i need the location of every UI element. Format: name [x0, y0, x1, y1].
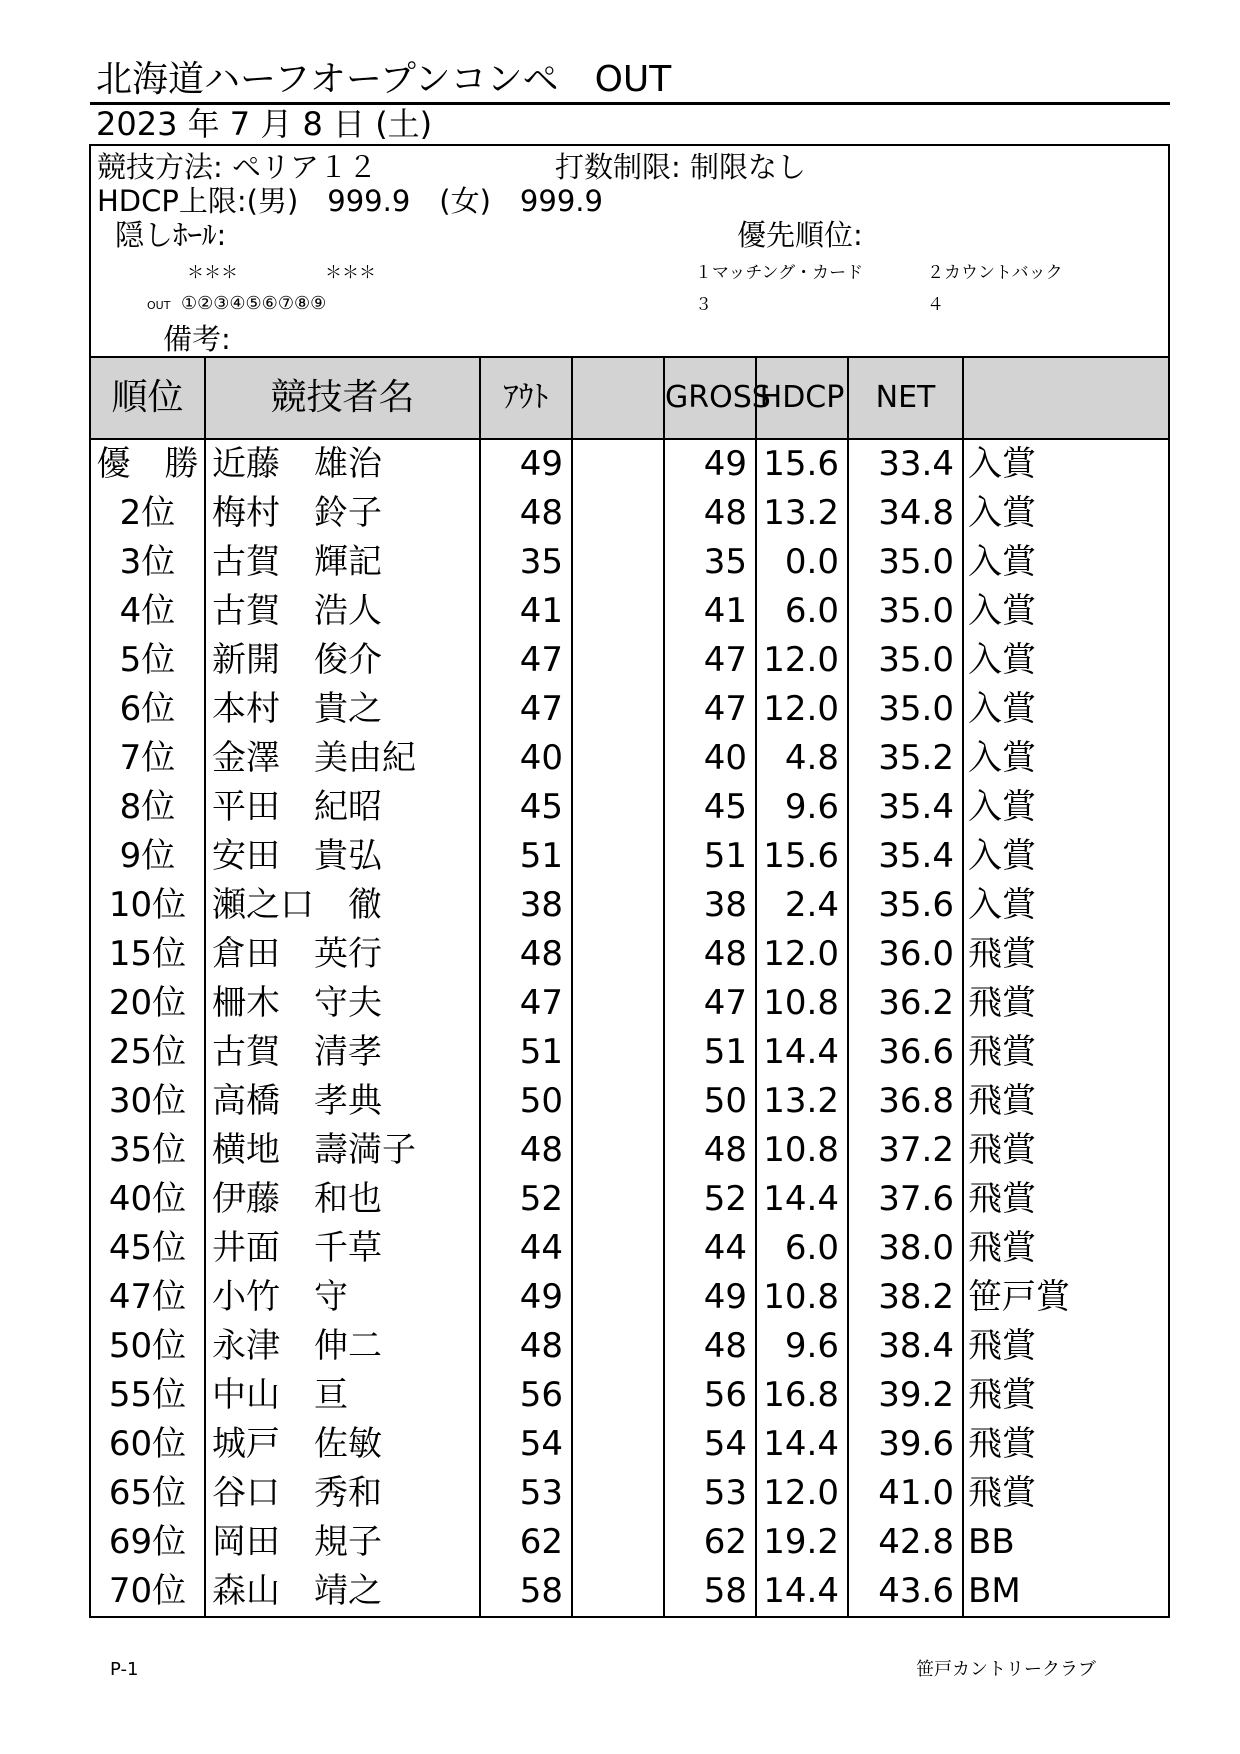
blank-cell	[573, 832, 665, 881]
award-cell: 飛賞	[968, 1326, 1036, 1366]
hdcp-cell: 19.2	[757, 1518, 849, 1567]
rank-cell: 70位	[91, 1567, 206, 1616]
player-name-cell: 金澤 美由紀	[206, 734, 481, 783]
priority-label: 優先順位:	[737, 218, 863, 252]
out-score-cell: 47	[481, 685, 573, 734]
blank-cell	[573, 1567, 665, 1616]
hdcp-cell: 14.4	[757, 1175, 849, 1224]
header-award	[964, 358, 1168, 438]
blank-cell	[573, 1371, 665, 1420]
blank-cell	[573, 1175, 665, 1224]
table-row	[91, 1273, 1168, 1322]
net-cell: 36.2	[849, 979, 964, 1028]
table-row	[91, 930, 1168, 979]
player-name-cell: 谷口 秀和	[206, 1469, 481, 1518]
net-cell: 35.4	[849, 783, 964, 832]
player-name-cell: 倉田 英行	[206, 930, 481, 979]
out-score-cell: 44	[481, 1224, 573, 1273]
out-score-cell: 50	[481, 1077, 573, 1126]
net-cell: 33.4	[849, 440, 964, 489]
hdcp-cell: 2.4	[757, 881, 849, 930]
event-date: 2023 年 7 月 8 日 (土)	[96, 105, 433, 143]
gross-cell: 50	[665, 1077, 757, 1126]
table-row	[91, 1420, 1168, 1469]
rank-cell: 30位	[91, 1077, 206, 1126]
blank-cell	[573, 979, 665, 1028]
gross-cell: 47	[665, 685, 757, 734]
table-row	[91, 1371, 1168, 1420]
out-label: OUT	[147, 299, 171, 312]
hdcp-cell: 12.0	[757, 685, 849, 734]
net-cell: 37.6	[849, 1175, 964, 1224]
player-name-cell: 平田 紀昭	[206, 783, 481, 832]
award-cell: 飛賞	[968, 1375, 1036, 1415]
award-cell: 入賞	[968, 787, 1036, 827]
hdcp-cell: 15.6	[757, 440, 849, 489]
player-name-cell: 柵木 守夫	[206, 979, 481, 1028]
net-cell: 35.6	[849, 881, 964, 930]
award-cell: BM	[968, 1571, 1021, 1611]
blank-cell	[573, 1322, 665, 1371]
header-rank: 順位	[91, 358, 206, 438]
net-cell: 36.6	[849, 1028, 964, 1077]
rank-cell: 6位	[91, 685, 206, 734]
header-hdcp: HDCP	[757, 358, 849, 438]
hdcp-cell: 10.8	[757, 1126, 849, 1175]
blank-cell	[573, 881, 665, 930]
table-row	[91, 783, 1168, 832]
hole-numbers: ①②③④⑤⑥⑦⑧⑨	[181, 293, 327, 314]
table-body	[91, 440, 1168, 1616]
award-cell: 飛賞	[968, 1032, 1036, 1072]
header-player-name: 競技者名	[206, 358, 481, 438]
blank-cell	[573, 1077, 665, 1126]
table-row	[91, 489, 1168, 538]
hdcp-cell: 9.6	[757, 783, 849, 832]
gross-cell: 41	[665, 587, 757, 636]
out-score-cell: 48	[481, 1126, 573, 1175]
table-row	[91, 1077, 1168, 1126]
net-cell: 36.8	[849, 1077, 964, 1126]
rank-cell: 2位	[91, 489, 206, 538]
blank-cell	[573, 1420, 665, 1469]
award-cell: 入賞	[968, 738, 1036, 778]
gross-cell: 53	[665, 1469, 757, 1518]
blank-cell	[573, 930, 665, 979]
results-table	[89, 356, 1170, 1618]
out-score-cell: 52	[481, 1175, 573, 1224]
rank-cell: 25位	[91, 1028, 206, 1077]
rank-cell: 10位	[91, 881, 206, 930]
gross-cell: 35	[665, 538, 757, 587]
out-score-cell: 48	[481, 489, 573, 538]
stroke-limit-text: 打数制限: 制限なし	[555, 150, 806, 184]
blank-cell	[573, 734, 665, 783]
hdcp-cell: 14.4	[757, 1567, 849, 1616]
award-cell: 飛賞	[968, 1424, 1036, 1464]
hdcp-cell: 15.6	[757, 832, 849, 881]
net-cell: 38.0	[849, 1224, 964, 1273]
hdcp-cell: 12.0	[757, 636, 849, 685]
out-score-cell: 40	[481, 734, 573, 783]
out-score-cell: 62	[481, 1518, 573, 1567]
priority-1: １マッチング・カード	[695, 263, 864, 283]
gross-cell: 44	[665, 1224, 757, 1273]
rank-cell: 45位	[91, 1224, 206, 1273]
net-cell: 37.2	[849, 1126, 964, 1175]
award-cell: 入賞	[968, 689, 1036, 729]
header-net: NET	[849, 358, 964, 438]
net-cell: 42.8	[849, 1518, 964, 1567]
net-cell: 38.4	[849, 1322, 964, 1371]
net-cell: 38.2	[849, 1273, 964, 1322]
rank-cell: 8位	[91, 783, 206, 832]
rank-cell: 69位	[91, 1518, 206, 1567]
rank-cell: 3位	[91, 538, 206, 587]
net-cell: 35.0	[849, 538, 964, 587]
blank-cell	[573, 587, 665, 636]
blank-cell	[573, 636, 665, 685]
out-score-cell: 58	[481, 1567, 573, 1616]
player-name-cell: 本村 貴之	[206, 685, 481, 734]
net-cell: 35.4	[849, 832, 964, 881]
table-row	[91, 1322, 1168, 1371]
net-cell: 41.0	[849, 1469, 964, 1518]
gross-cell: 45	[665, 783, 757, 832]
out-score-cell: 54	[481, 1420, 573, 1469]
out-score-cell: 45	[481, 783, 573, 832]
blank-cell	[573, 538, 665, 587]
method-text: 競技方法: ペリア１２	[97, 150, 377, 184]
hdcp-cell: 13.2	[757, 489, 849, 538]
hdcp-cell: 6.0	[757, 587, 849, 636]
blank-cell	[573, 1273, 665, 1322]
award-cell: 入賞	[968, 444, 1036, 484]
blank-cell	[573, 1469, 665, 1518]
hdcp-cell: 9.6	[757, 1322, 849, 1371]
net-cell: 35.0	[849, 587, 964, 636]
award-cell: BB	[968, 1522, 1015, 1562]
award-cell: 飛賞	[968, 1228, 1036, 1268]
competition-info-panel	[89, 144, 1170, 357]
table-row	[91, 734, 1168, 783]
net-cell: 39.2	[849, 1371, 964, 1420]
award-cell: 入賞	[968, 885, 1036, 925]
player-name-cell: 城戸 佐敏	[206, 1420, 481, 1469]
rank-cell: 5位	[91, 636, 206, 685]
hidden-holes-stars-2: ＊＊＊	[325, 263, 376, 283]
award-cell: 笹戸賞	[968, 1277, 1070, 1317]
gross-cell: 48	[665, 1126, 757, 1175]
document-title: 北海道ハーフオープンコンペ OUT	[96, 59, 672, 100]
gross-cell: 49	[665, 440, 757, 489]
player-name-cell: 安田 貴弘	[206, 832, 481, 881]
player-name-cell: 高橋 孝典	[206, 1077, 481, 1126]
club-name: 笹戸カントリークラブ	[916, 1659, 1096, 1680]
gross-cell: 38	[665, 881, 757, 930]
player-name-cell: 瀬之口 徹	[206, 881, 481, 930]
player-name-cell: 中山 亘	[206, 1371, 481, 1420]
header-out: ｱｳﾄ	[481, 358, 573, 438]
player-name-cell: 岡田 規子	[206, 1518, 481, 1567]
net-cell: 34.8	[849, 489, 964, 538]
blank-cell	[573, 1028, 665, 1077]
blank-cell	[573, 685, 665, 734]
priority-2: ２カウントバック	[927, 263, 1063, 283]
out-score-cell: 51	[481, 832, 573, 881]
rank-cell: 35位	[91, 1126, 206, 1175]
award-cell: 飛賞	[968, 1081, 1036, 1121]
table-row	[91, 587, 1168, 636]
page-number: P-1	[110, 1659, 139, 1680]
player-name-cell: 森山 靖之	[206, 1567, 481, 1616]
net-cell: 39.6	[849, 1420, 964, 1469]
player-name-cell: 横地 壽満子	[206, 1126, 481, 1175]
out-score-cell: 35	[481, 538, 573, 587]
header-blank	[573, 358, 665, 438]
hdcp-cell: 12.0	[757, 1469, 849, 1518]
gross-cell: 48	[665, 489, 757, 538]
hdcp-cell: 10.8	[757, 979, 849, 1028]
gross-cell: 47	[665, 979, 757, 1028]
net-cell: 36.0	[849, 930, 964, 979]
hdcp-cell: 16.8	[757, 1371, 849, 1420]
hidden-holes-stars-1: ＊＊＊	[187, 263, 238, 283]
gross-cell: 62	[665, 1518, 757, 1567]
net-cell: 43.6	[849, 1567, 964, 1616]
table-row	[91, 1126, 1168, 1175]
table-row	[91, 1469, 1168, 1518]
award-cell: 入賞	[968, 836, 1036, 876]
header-gross: GROSS	[665, 358, 757, 438]
out-score-cell: 49	[481, 440, 573, 489]
player-name-cell: 小竹 守	[206, 1273, 481, 1322]
player-name-cell: 古賀 清孝	[206, 1028, 481, 1077]
player-name-cell: 井面 千草	[206, 1224, 481, 1273]
award-cell: 飛賞	[968, 1130, 1036, 1170]
table-row	[91, 881, 1168, 930]
rank-cell: 4位	[91, 587, 206, 636]
player-name-cell: 永津 伸二	[206, 1322, 481, 1371]
blank-cell	[573, 489, 665, 538]
net-cell: 35.0	[849, 636, 964, 685]
hdcp-cell: 10.8	[757, 1273, 849, 1322]
rank-cell: 50位	[91, 1322, 206, 1371]
rank-cell: 47位	[91, 1273, 206, 1322]
table-row	[91, 1567, 1168, 1616]
award-cell: 入賞	[968, 640, 1036, 680]
rank-cell: 7位	[91, 734, 206, 783]
table-header-row	[91, 358, 1168, 440]
gross-cell: 51	[665, 832, 757, 881]
player-name-cell: 古賀 輝記	[206, 538, 481, 587]
table-row	[91, 979, 1168, 1028]
table-row	[91, 538, 1168, 587]
gross-cell: 49	[665, 1273, 757, 1322]
rank-cell: 15位	[91, 930, 206, 979]
player-name-cell: 近藤 雄治	[206, 440, 481, 489]
table-row	[91, 832, 1168, 881]
player-name-cell: 古賀 浩人	[206, 587, 481, 636]
gross-cell: 58	[665, 1567, 757, 1616]
award-cell: 飛賞	[968, 1179, 1036, 1219]
out-score-cell: 56	[481, 1371, 573, 1420]
blank-cell	[573, 1518, 665, 1567]
hdcp-limit-text: HDCP上限:(男) 999.9 (女) 999.9	[97, 184, 603, 218]
priority-4: ４	[927, 295, 944, 315]
table-row	[91, 1224, 1168, 1273]
hdcp-cell: 6.0	[757, 1224, 849, 1273]
table-row	[91, 685, 1168, 734]
hdcp-cell: 14.4	[757, 1420, 849, 1469]
award-cell: 入賞	[968, 591, 1036, 631]
out-score-cell: 41	[481, 587, 573, 636]
hdcp-cell: 14.4	[757, 1028, 849, 1077]
out-score-cell: 38	[481, 881, 573, 930]
award-cell: 飛賞	[968, 1473, 1036, 1513]
out-score-cell: 48	[481, 930, 573, 979]
gross-cell: 52	[665, 1175, 757, 1224]
table-row	[91, 1175, 1168, 1224]
net-cell: 35.2	[849, 734, 964, 783]
out-score-cell: 51	[481, 1028, 573, 1077]
rank-cell: 55位	[91, 1371, 206, 1420]
gross-cell: 51	[665, 1028, 757, 1077]
hdcp-cell: 0.0	[757, 538, 849, 587]
player-name-cell: 伊藤 和也	[206, 1175, 481, 1224]
blank-cell	[573, 440, 665, 489]
gross-cell: 48	[665, 1322, 757, 1371]
out-score-cell: 48	[481, 1322, 573, 1371]
remarks-label: 備考:	[163, 322, 231, 356]
blank-cell	[573, 1126, 665, 1175]
hdcp-cell: 12.0	[757, 930, 849, 979]
hdcp-cell: 13.2	[757, 1077, 849, 1126]
gross-cell: 40	[665, 734, 757, 783]
hdcp-cell: 4.8	[757, 734, 849, 783]
table-row	[91, 440, 1168, 489]
blank-cell	[573, 1224, 665, 1273]
out-score-cell: 47	[481, 636, 573, 685]
blank-cell	[573, 783, 665, 832]
out-score-cell: 53	[481, 1469, 573, 1518]
award-cell: 入賞	[968, 493, 1036, 533]
gross-cell: 56	[665, 1371, 757, 1420]
rank-cell: 40位	[91, 1175, 206, 1224]
table-row	[91, 1028, 1168, 1077]
out-score-cell: 47	[481, 979, 573, 1028]
priority-3: ３	[695, 295, 712, 315]
player-name-cell: 梅村 鈴子	[206, 489, 481, 538]
gross-cell: 47	[665, 636, 757, 685]
award-cell: 飛賞	[968, 934, 1036, 974]
rank-cell: 20位	[91, 979, 206, 1028]
gross-cell: 48	[665, 930, 757, 979]
net-cell: 35.0	[849, 685, 964, 734]
rank-cell: 60位	[91, 1420, 206, 1469]
rank-cell: 65位	[91, 1469, 206, 1518]
gross-cell: 54	[665, 1420, 757, 1469]
table-row	[91, 636, 1168, 685]
hidden-holes-label: 隠しﾎｰﾙ:	[115, 218, 227, 252]
out-score-cell: 49	[481, 1273, 573, 1322]
rank-cell: 優 勝	[91, 440, 206, 489]
player-name-cell: 新開 俊介	[206, 636, 481, 685]
rank-cell: 9位	[91, 832, 206, 881]
table-row	[91, 1518, 1168, 1567]
award-cell: 飛賞	[968, 983, 1036, 1023]
award-cell: 入賞	[968, 542, 1036, 582]
